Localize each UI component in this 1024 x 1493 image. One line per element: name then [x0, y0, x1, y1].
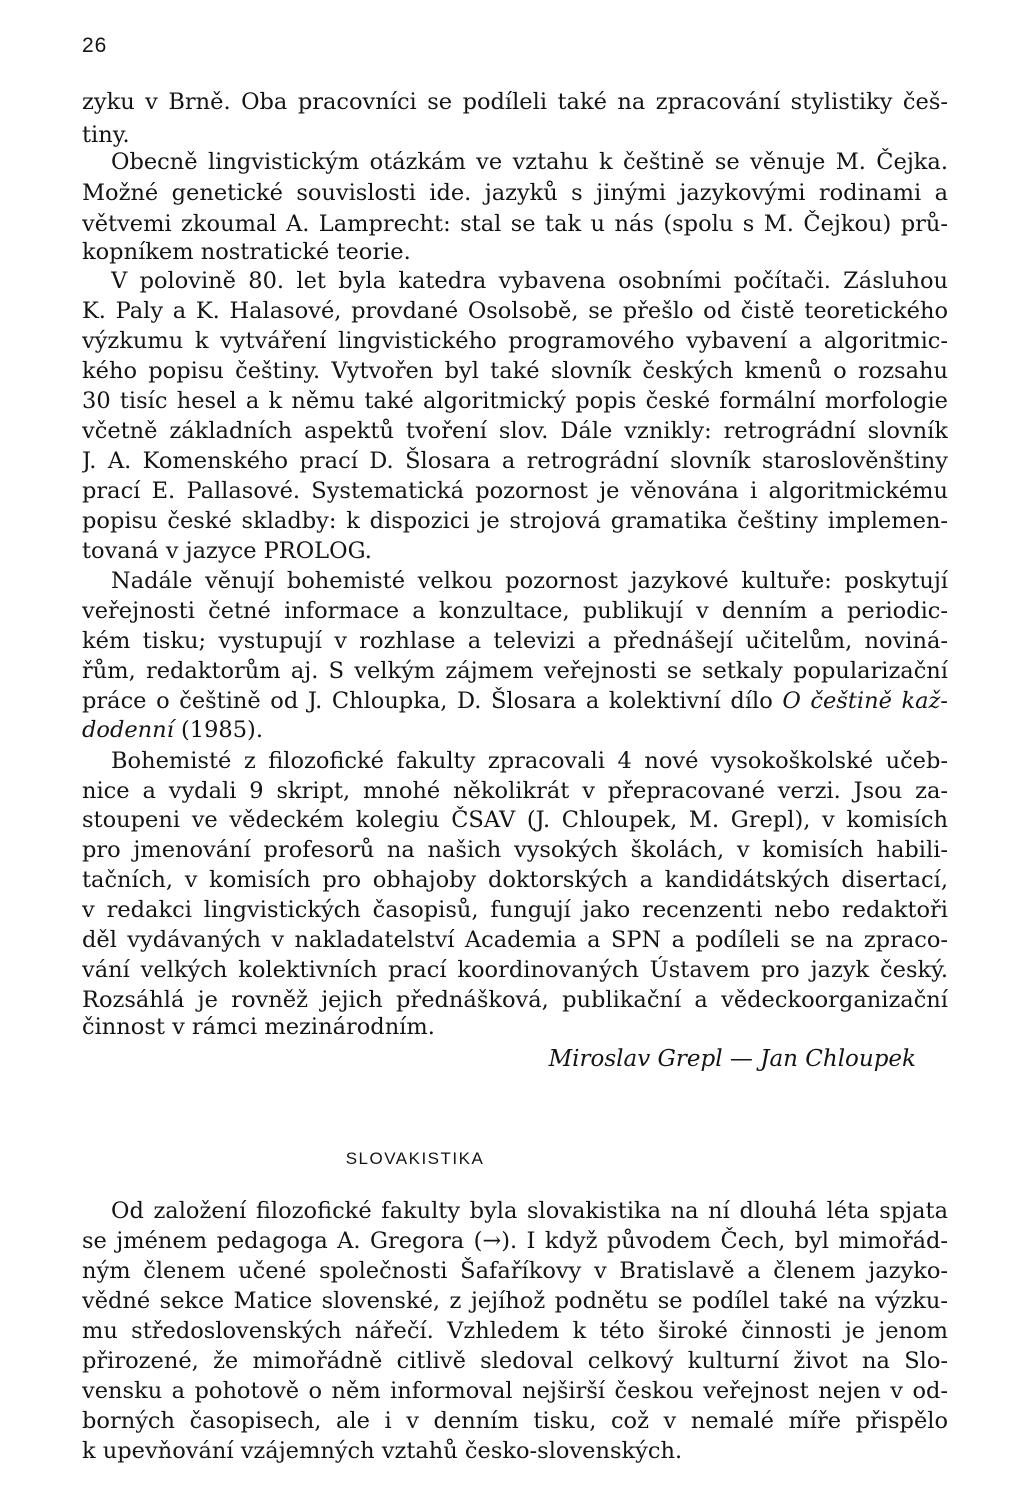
text-line: mu středoslovenských nářečí. Vzhledem k této široké činnosti je jenom [82, 1318, 948, 1344]
text-line: zyku v Brně. Oba pracovníci se podíleli také na zpracování stylistiky češ- [82, 89, 948, 115]
text-line: Možné genetické souvislosti ide. jazyků s jinými jazykovými rodinami a [82, 180, 948, 206]
text-line-part: práce o češtině od J. Chloupka, D. Šlosara a kolektivní dílo [82, 688, 773, 714]
text-line: K. Paly a K. Halasové, provdané Osolsobě, se přešlo od čistě teoretického [82, 298, 948, 324]
text-line: prací E. Pallasové. Systematická pozornost je věnována i algoritmickému [82, 478, 948, 504]
text-line: přirozené, že mimořádně citlivě sledoval celkový kulturní život na Slo- [82, 1348, 948, 1374]
text-line: veřejnosti četné informace a konzultace, publikují v denním a periodic- [82, 598, 948, 624]
text-line: činnost v rámci mezinárodním. [82, 1014, 435, 1040]
author-signature: Miroslav Grepl — Jan Chloupek [548, 1046, 916, 1072]
section-heading: SLOVAKISTIKA [345, 1149, 485, 1168]
text-line: J. A. Komenského prací D. Šlosara a retrográdní slovník staroslověnštiny [82, 448, 948, 474]
text-line: kého popisu češtiny. Vytvořen byl také slovník českých kmenů o rozsahu [82, 358, 948, 384]
text-line: se jménem pedagoga A. Gregora (→). I když původem Čech, byl mimořád- [82, 1228, 948, 1254]
text-line: včetně základních aspektů tvoření slov. Dále vznikly: retrográdní slovník [82, 418, 948, 444]
text-line: borných časopisech, ale i v denním tisku, což v nemalé míře přispělo [82, 1408, 948, 1434]
text-line: tiny. [82, 122, 130, 148]
text-line: větvemi zkoumal A. Lamprecht: stal se tak u nás (spolu s M. Čejkou) prů- [82, 211, 948, 237]
text-line: vensku a pohotově o něm informoval nejširší českou veřejnost nejen v od- [82, 1378, 948, 1404]
book-title: O češtině kaž- [782, 688, 948, 714]
text-line: vědné sekce Matice slovenské, z jejíhož podnětu se podílel také na výzku- [82, 1288, 948, 1314]
text-line: kopníkem nostratické teorie. [82, 239, 411, 265]
text-line: V polovině 80. let byla katedra vybavena osobními počítači. Zásluhou [111, 268, 948, 294]
text-line: Nadále věnují bohemisté velkou pozornost jazykové kultuře: poskytují [111, 568, 948, 594]
page-number: 26 [82, 34, 108, 57]
text-line [82, 714, 948, 747]
text-line: 30 tisíc hesel a k němu také algoritmický popis české formální morfologie [82, 388, 948, 414]
text-line: Bohemisté z filozofické fakulty zpracovali 4 nové vysokoškolské učeb- [111, 748, 948, 774]
text-line: v redakci lingvistických časopisů, fungují jako recenzenti nebo redaktoři [82, 897, 948, 923]
text-line: vání velkých kolektivních prací koordinovaných Ústavem pro jazyk český. [82, 957, 948, 983]
text-line: řům, redaktorům aj. S velkým zájmem veřejnosti se setkaly popularizační [82, 658, 948, 684]
text-line: stoupeni ve vědeckém kolegiu ČSAV (J. Chloupek, M. Grepl), v komisích [82, 807, 948, 833]
text-line: děl vydávaných v nakladatelství Academia a SPN a podíleli se na zpraco- [82, 927, 948, 953]
text-line: Rozsáhlá je rovněž jejich přednášková, publikační a vědeckoorganizační [82, 987, 948, 1013]
text-line: k upevňování vzájemných vztahů česko-slovenských. [82, 1438, 683, 1464]
text-line: pro jmenování profesorů na našich vysokých školách, v komisích habili- [82, 837, 948, 863]
publication-year: (1985). [181, 717, 263, 743]
book-title-continued: dodenní [82, 717, 174, 743]
text-line: tovaná v jazyce PROLOG. [82, 538, 372, 564]
text-line: popisu české skladby: k dispozici je strojová gramatika češtiny implemen- [82, 508, 948, 534]
text-line: výzkumu k vytváření lingvistického programového vybavení a algoritmic- [82, 328, 948, 354]
text-line: kém tisku; vystupují v rozhlase a televizi a přednášejí učitelům, noviná- [82, 628, 948, 654]
text-line: ným členem učené společnosti Šafaříkovy v Bratislavě a členem jazyko- [82, 1258, 948, 1284]
text-line: tačních, v komisích pro obhajoby doktorských a kandidátských disertací, [82, 867, 948, 893]
text-line: nice a vydali 9 skript, mnohé několikrát v přepracované verzi. Jsou za- [82, 778, 948, 804]
text-line: Od založení filozofické fakulty byla slovakistika na ní dlouhá léta spjata [111, 1198, 948, 1224]
text-line: Obecně lingvistickým otázkám ve vztahu k češtině se věnuje M. Čejka. [111, 149, 948, 175]
